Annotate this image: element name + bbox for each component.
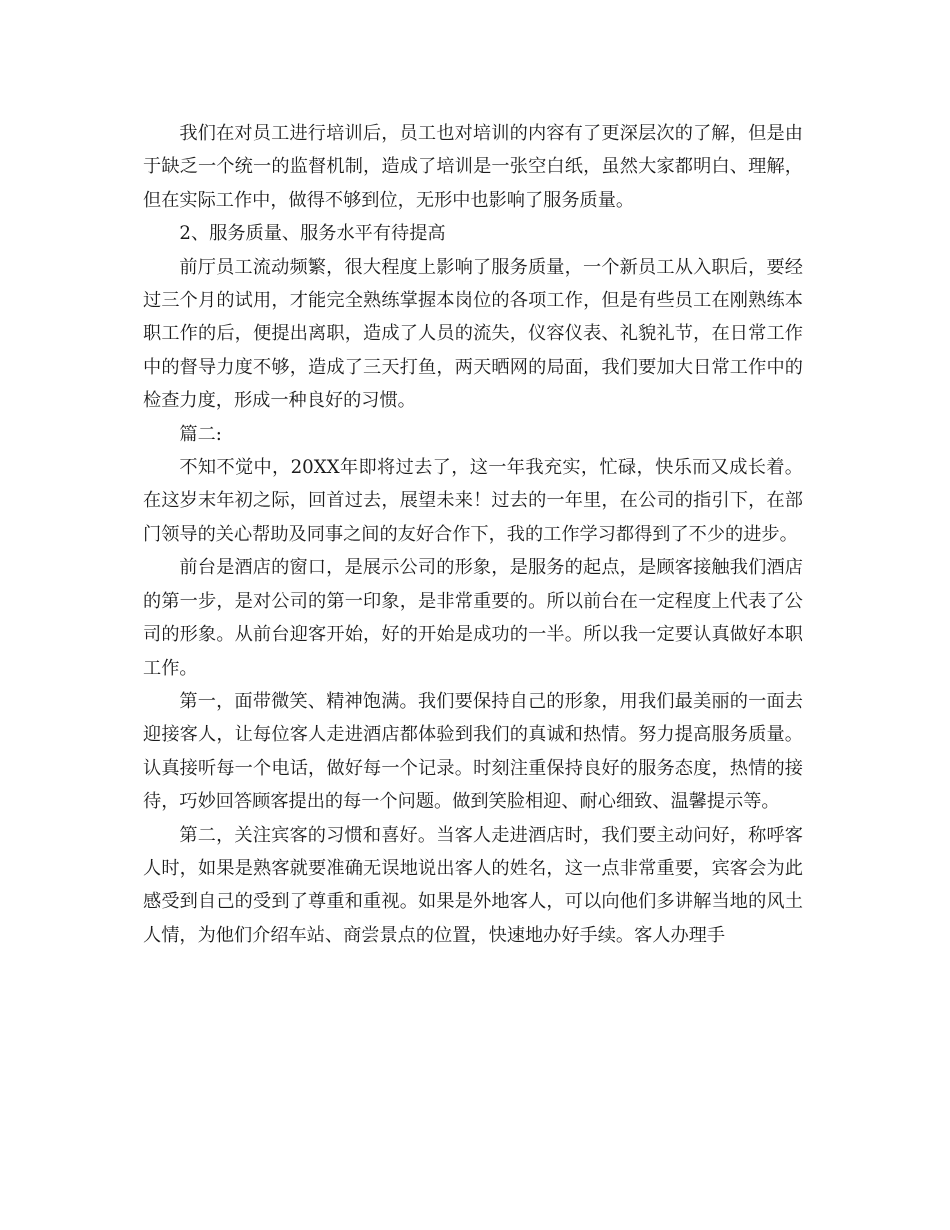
section-heading-part-two: 篇二: [179,423,222,445]
paragraph-year-review: 不知不觉中，20XX年即将过去了，这一年我充实，忙碌，快乐而又成长着。在这岁末年初之际，回首过去，展望未来！过去的一年里，在公司的指引下，在部门领导的关心帮助及同事之间的友好合作下，我的工作学习都得到了不少的进步。 [143,457,803,545]
paragraph-staff-turnover: 前厅员工流动频繁，很大程度上影响了服务质量，一个新员工从入职后，要经过三个月的试用，才能完全熟练掌握本岗位的各项工作，但是有些员工在刚熟练本职工作的后，便提出离职，造成了人员的流失，仪容仪表、礼貌礼节，在日常工作中的督导力度不够，造成了三天打鱼，两天晒网的局面，我们要加大日常工作中的检查力度，形成一种良好的习惯。 [143,256,803,412]
document-body [143,117,803,952]
paragraph-front-desk-window: 前台是酒店的窗口，是展示公司的形象，是服务的起点，是顾客接触我们酒店的第一步，是对公司的第一印象，是非常重要的。所以前台在一定程度上代表了公司的形象。从前台迎客开始，好的开始是成功的一半。所以我一定要认真做好本职工作。 [143,557,803,679]
section-heading-service-quality: 2、服务质量、服务水平有待提高 [179,223,446,245]
paragraph-point-two-guest-habits: 第二，关注宾客的习惯和喜好。当客人走进酒店时，我们要主动问好，称呼客人时，如果是熟客就要准确无误地说出客人的姓名，这一点非常重要，宾客会为此感受到自己的受到了尊重和重视。如果是外地客人，可以向他们多讲解当地的风土人情，为他们介绍车站、商尝景点的位置，快速地办好手续。客人办理手 [143,824,803,946]
paragraph-training-supervision: 我们在对员工进行培训后，员工也对培训的内容有了更深层次的了解，但是由于缺乏一个统一的监督机制，造成了培训是一张空白纸，虽然大家都明白、理解，但在实际工作中，做得不够到位，无形中也影响了服务质量。 [143,123,803,211]
paragraph-point-one-smile: 第一，面带微笑、精神饱满。我们要保持自己的形象，用我们最美丽的一面去迎接客人，让每位客人走进酒店都体验到我们的真诚和热情。努力提高服务质量。认真接听每一个电话，做好每一个记录。时刻注重保持良好的服务态度，热情的接待，巧妙回答顾客提出的每一个问题。做到笑脸相迎、耐心细致、温馨提示等。 [143,690,803,813]
